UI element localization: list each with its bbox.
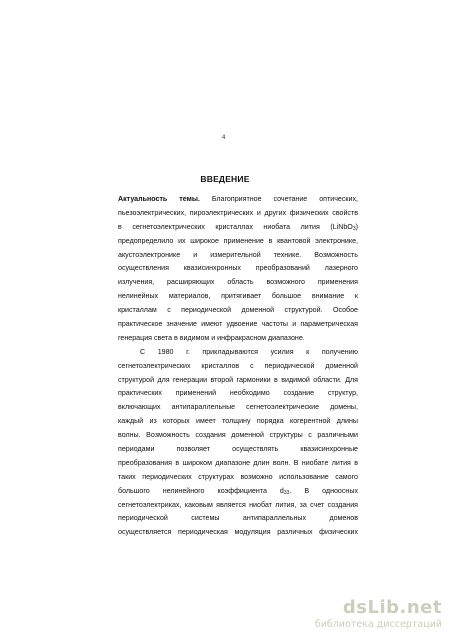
line-text: пьезоэлектрических, пироэлектрических и других физических свойств (118, 208, 358, 217)
text-line (118, 249, 358, 263)
line-text: акустоэлектронике и измерительной технике. Возможность (118, 250, 358, 259)
line-text: генерация света в видимом и инфракрасном диапазоне. (118, 333, 305, 342)
line-text: излучения, расширяющих область возможного применения (118, 278, 358, 287)
line-text: структурой для генерации второй гармоники в видимой области. Для (118, 375, 358, 384)
watermark-subtitle: библиотека диссертаций (314, 619, 442, 630)
line-text: нелинейных материалов, притягивает большое внимание к (118, 292, 358, 301)
line-text: большого нелинейного коэффициента d (118, 486, 284, 495)
text-line (118, 346, 358, 360)
subscript: 3 (352, 225, 356, 232)
page-number: 4 (222, 135, 226, 141)
text-line (118, 512, 358, 526)
text-line (118, 471, 358, 485)
line-text: в сегнетоэлектрических кристаллах ниобата лития (LiNbO (118, 222, 353, 231)
line-text: сегнетоэлектрических кристаллов с периодической доменной (118, 361, 358, 370)
text-line (118, 387, 358, 401)
text-line (118, 360, 358, 374)
text-line (118, 457, 358, 471)
line-text: каждый из которых имеет толщину порядка когерентной длины (118, 417, 358, 426)
line-text: практическое значение имеют удвоение частоты и параметрическая (118, 320, 358, 329)
text-line (118, 499, 358, 513)
text-line (118, 262, 358, 276)
line-text: кристаллам с периодической доменной структурой. Особое (118, 306, 358, 315)
text-line (118, 401, 358, 415)
text-line (118, 332, 358, 346)
line-text: волны. Возможность создания доменной структуры с различными (118, 431, 358, 440)
text-line (118, 207, 358, 221)
text-line (118, 318, 358, 332)
text-line (118, 304, 358, 318)
watermark (302, 597, 442, 630)
line-tail: ) (355, 222, 358, 231)
line-text: предопределило их широкое применение в квантовой электронике, (118, 236, 358, 245)
text-line (118, 485, 358, 499)
page-title: ВВЕДЕНИЕ (200, 174, 250, 184)
subscript: 33 (283, 489, 290, 496)
body-text (118, 193, 358, 540)
line-text: осуществляется периодическая модуляция различных физических (118, 528, 358, 537)
text-line (118, 374, 358, 388)
line-text: С 1980 г. прикладываются усилия к получению (140, 347, 358, 356)
text-line (118, 526, 358, 540)
line-text: периодической системы антипараллельных доменов (118, 514, 358, 523)
line-text: осуществления квазисинхронных преобразований лазерного (118, 264, 358, 273)
text-line (118, 221, 358, 235)
line-text: периодами позволяет осуществлять квазисинхронные (118, 445, 358, 454)
line-text: включающих антипараллельные сегнетоэлектрические домены, (118, 403, 358, 412)
text-line (118, 193, 358, 207)
text-line (118, 290, 358, 304)
line-tail: . В одноосных (289, 486, 358, 495)
watermark-logo: dsLib.net (342, 597, 442, 618)
text-line (118, 276, 358, 290)
line-text: таких периодических структурах возможно использование самого (118, 472, 358, 481)
line-text: преобразования в широком диапазоне длин волн. В ниобате лития в (118, 458, 358, 467)
text-line (118, 415, 358, 429)
text-line (118, 443, 358, 457)
section-lead: Актуальность темы. (118, 195, 200, 203)
text-line (118, 429, 358, 443)
text-line (118, 235, 358, 249)
line-text: Благоприятное сочетание оптических, (211, 195, 358, 203)
line-text: сегнетоэлектриках, каковым является ниобат лития, за счет создания (118, 500, 358, 509)
line-text: практических применений необходимо создание структур, (118, 389, 358, 398)
